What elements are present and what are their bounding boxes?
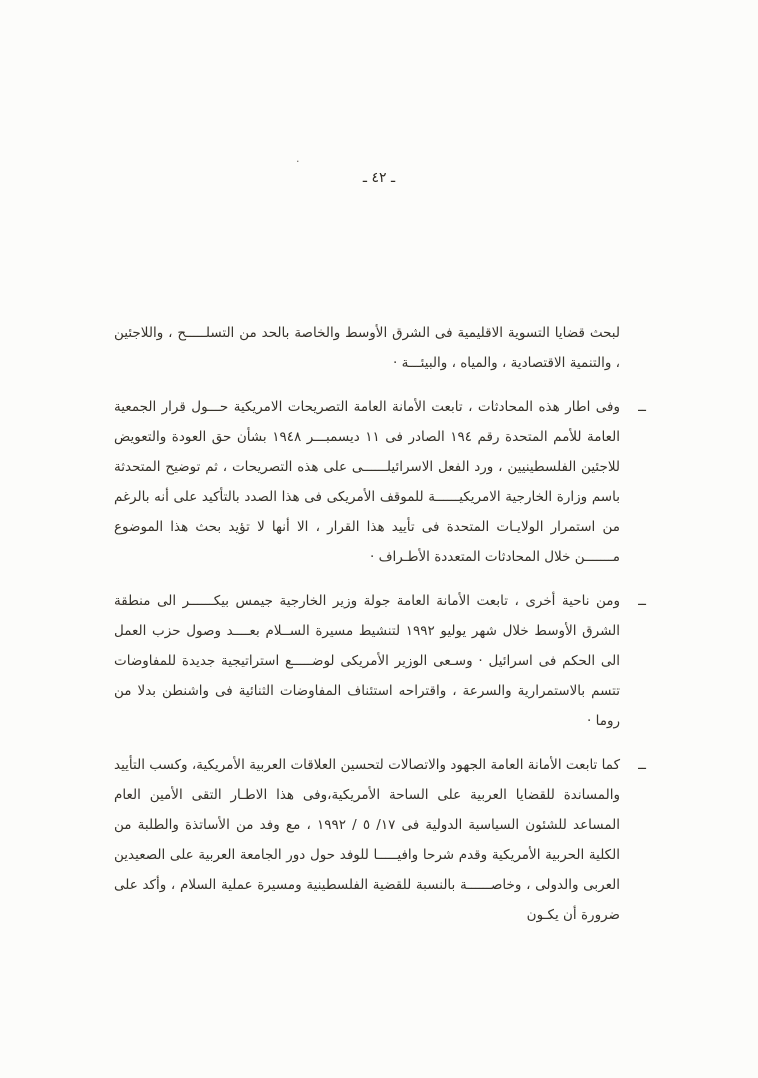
page-number: ـ ٤٢ ـ — [362, 170, 396, 186]
paragraph — [114, 750, 646, 930]
paragraph — [114, 318, 620, 378]
paragraph-text: كما تابعت الأمانة العامة الجهود والاتصالات لتحسين العلاقات العربية الأمريكية، وكسب التأييد والمساندة للقضايا العربية على الساحة الأمريكية،وفى هذا الاطـار التقى الأمين العام المساعد للشئون السياسية الدولية فى ١٧/ ٥ / ١٩٩٢ ، مع وفد من الأساتذة والطلبة من الكلية الحربية الأمريكية وقدم شرحا وافيـــــا للوفد حول دور الجامعة العربية على الصعيدين العربى والدولى ، وخاصــــــة بالنسبة للقضية الفلسطينية ومسيرة عملية السلام ، وأكد على ضرورة أن يكـون — [114, 757, 621, 923]
paragraph — [114, 586, 646, 736]
paragraph-dash-marker: ــ — [638, 593, 646, 609]
paragraph-dash-marker: ــ — [638, 757, 646, 773]
scan-artifact-dot: · — [296, 155, 300, 168]
paragraph-text: ومن ناحية أخرى ، تابعت الأمانة العامة جولة وزير الخارجية جيمس بيكــــــر الى منطقة الشرق الأوسط خلال شهر يوليو ١٩٩٢ لتنشيط مسيرة الســلام بعــــد وصول حزب العمل الى الحكم فى اسرائيل · وسـعى الوزير الأمريكى لوضـــــع استراتيجية جديدة للمفاوضات تتسم بالاستمرارية والسرعة ، واقتراحه استئناف المفاوضات الثنائية فى واشنطن بدلا من روما · — [114, 593, 621, 729]
paragraph-text: لبحث قضايا التسوية الاقليمية فى الشرق الأوسط والخاصة بالحد من التسلـــــح ، واللاجئين ، والتنمية الاقتصادية ، والمياه ، والبيئـــة · — [114, 325, 620, 371]
paragraph — [114, 392, 646, 572]
paragraph-text: وفى اطار هذه المحادثات ، تابعت الأمانة العامة التصريحات الامريكية حـــول قرار الجمعية العامة للأمم المتحدة رقم ١٩٤ الصادر فى ١١ ديسمبـــر ١٩٤٨ بشأن حق العودة والتعويض للاجئين الفلسطينيين ، ورد الفعل الاسرائيلــــــى على هذه التصريحات ، ثم توضيح المتحدثة باسم وزارة الخارجية الامريكيــــــة للموقف الأمريكى فى هذا الصدد بالتأكيد على أنه بالرغم من استمرار الولايـات المتحدة فى تأييد هذا القرار ، الا أنها لا تؤيد بحث هذا الموضوع مـــــــن خلال المحادثات المتعددة الأطـراف · — [114, 399, 621, 565]
document-body — [114, 318, 646, 944]
paragraph-dash-marker: ــ — [638, 399, 646, 415]
